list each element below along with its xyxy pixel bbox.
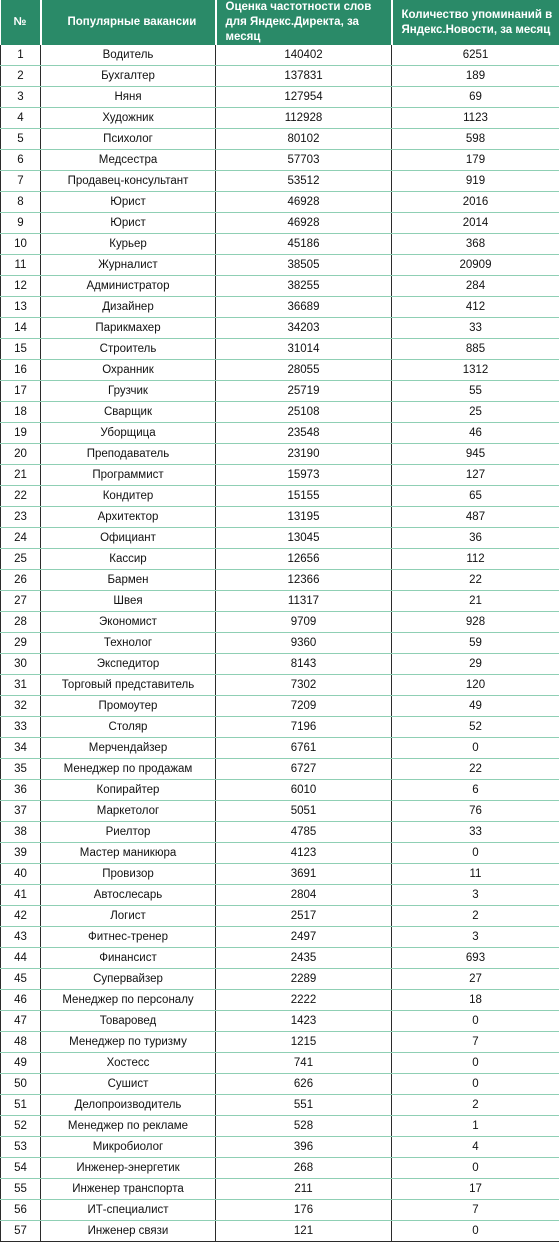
vacancy-name: Хостесс bbox=[41, 1053, 216, 1074]
vacancy-name: Администратор bbox=[41, 276, 216, 297]
row-number: 13 bbox=[1, 297, 41, 318]
table-row bbox=[1, 1158, 559, 1179]
row-number: 23 bbox=[1, 507, 41, 528]
direct-frequency: 6010 bbox=[216, 780, 392, 801]
row-number: 16 bbox=[1, 360, 41, 381]
table-row bbox=[1, 192, 559, 213]
table-row bbox=[1, 927, 559, 948]
direct-frequency: 137831 bbox=[216, 66, 392, 87]
vacancy-name: Юрист bbox=[41, 192, 216, 213]
vacancy-name: Архитектор bbox=[41, 507, 216, 528]
table-row bbox=[1, 822, 559, 843]
direct-frequency: 4123 bbox=[216, 843, 392, 864]
row-number: 47 bbox=[1, 1011, 41, 1032]
news-mentions: 2 bbox=[392, 1095, 559, 1116]
direct-frequency: 5051 bbox=[216, 801, 392, 822]
row-number: 54 bbox=[1, 1158, 41, 1179]
news-mentions: 2 bbox=[392, 906, 559, 927]
table-row bbox=[1, 990, 559, 1011]
table-header bbox=[1, 0, 559, 45]
vacancy-name: Курьер bbox=[41, 234, 216, 255]
direct-frequency: 36689 bbox=[216, 297, 392, 318]
direct-frequency: 121 bbox=[216, 1221, 392, 1242]
vacancy-name: Мерчендайзер bbox=[41, 738, 216, 759]
row-number: 11 bbox=[1, 255, 41, 276]
news-mentions: 65 bbox=[392, 486, 559, 507]
row-number: 31 bbox=[1, 675, 41, 696]
vacancy-name: Менеджер по рекламе bbox=[41, 1116, 216, 1137]
vacancy-name: Художник bbox=[41, 108, 216, 129]
row-number: 10 bbox=[1, 234, 41, 255]
direct-frequency: 2497 bbox=[216, 927, 392, 948]
vacancy-name: Официант bbox=[41, 528, 216, 549]
news-mentions: 885 bbox=[392, 339, 559, 360]
news-mentions: 55 bbox=[392, 381, 559, 402]
row-number: 3 bbox=[1, 87, 41, 108]
vacancy-name: Преподаватель bbox=[41, 444, 216, 465]
row-number: 17 bbox=[1, 381, 41, 402]
row-number: 44 bbox=[1, 948, 41, 969]
row-number: 39 bbox=[1, 843, 41, 864]
vacancy-name: Грузчик bbox=[41, 381, 216, 402]
direct-frequency: 7196 bbox=[216, 717, 392, 738]
news-mentions: 29 bbox=[392, 654, 559, 675]
news-mentions: 46 bbox=[392, 423, 559, 444]
news-mentions: 487 bbox=[392, 507, 559, 528]
row-number: 43 bbox=[1, 927, 41, 948]
vacancy-name: Риелтор bbox=[41, 822, 216, 843]
table-row bbox=[1, 696, 559, 717]
news-mentions: 1123 bbox=[392, 108, 559, 129]
table-row bbox=[1, 360, 559, 381]
news-mentions: 11 bbox=[392, 864, 559, 885]
news-mentions: 20909 bbox=[392, 255, 559, 276]
news-mentions: 4 bbox=[392, 1137, 559, 1158]
direct-frequency: 45186 bbox=[216, 234, 392, 255]
vacancy-name: Менеджер по туризму bbox=[41, 1032, 216, 1053]
table-row bbox=[1, 87, 559, 108]
news-mentions: 0 bbox=[392, 1053, 559, 1074]
table-row bbox=[1, 381, 559, 402]
direct-frequency: 8143 bbox=[216, 654, 392, 675]
row-number: 5 bbox=[1, 129, 41, 150]
direct-frequency: 34203 bbox=[216, 318, 392, 339]
table-row bbox=[1, 864, 559, 885]
direct-frequency: 112928 bbox=[216, 108, 392, 129]
news-mentions: 21 bbox=[392, 591, 559, 612]
table-row bbox=[1, 906, 559, 927]
table-row bbox=[1, 570, 559, 591]
table-row bbox=[1, 969, 559, 990]
vacancy-name: Копирайтер bbox=[41, 780, 216, 801]
table-row bbox=[1, 549, 559, 570]
vacancy-name: Мастер маникюра bbox=[41, 843, 216, 864]
direct-frequency: 13045 bbox=[216, 528, 392, 549]
table-row bbox=[1, 1032, 559, 1053]
news-mentions: 693 bbox=[392, 948, 559, 969]
news-mentions: 1 bbox=[392, 1116, 559, 1137]
row-number: 57 bbox=[1, 1221, 41, 1242]
news-mentions: 179 bbox=[392, 150, 559, 171]
news-mentions: 284 bbox=[392, 276, 559, 297]
news-mentions: 0 bbox=[392, 1011, 559, 1032]
header-row bbox=[1, 0, 559, 45]
news-mentions: 69 bbox=[392, 87, 559, 108]
table-row bbox=[1, 801, 559, 822]
vacancy-name: Инженер связи bbox=[41, 1221, 216, 1242]
direct-frequency: 38255 bbox=[216, 276, 392, 297]
news-mentions: 3 bbox=[392, 927, 559, 948]
direct-frequency: 626 bbox=[216, 1074, 392, 1095]
direct-frequency: 268 bbox=[216, 1158, 392, 1179]
table-row bbox=[1, 108, 559, 129]
news-mentions: 6 bbox=[392, 780, 559, 801]
row-number: 8 bbox=[1, 192, 41, 213]
row-number: 15 bbox=[1, 339, 41, 360]
news-mentions: 2016 bbox=[392, 192, 559, 213]
direct-frequency: 741 bbox=[216, 1053, 392, 1074]
vacancy-name: Психолог bbox=[41, 129, 216, 150]
table-row bbox=[1, 486, 559, 507]
row-number: 51 bbox=[1, 1095, 41, 1116]
direct-frequency: 28055 bbox=[216, 360, 392, 381]
vacancy-name: Фитнес-тренер bbox=[41, 927, 216, 948]
news-mentions: 928 bbox=[392, 612, 559, 633]
direct-frequency: 176 bbox=[216, 1200, 392, 1221]
table-row bbox=[1, 213, 559, 234]
news-mentions: 0 bbox=[392, 1221, 559, 1242]
news-mentions: 945 bbox=[392, 444, 559, 465]
direct-frequency: 9709 bbox=[216, 612, 392, 633]
row-number: 50 bbox=[1, 1074, 41, 1095]
row-number: 30 bbox=[1, 654, 41, 675]
direct-frequency: 3691 bbox=[216, 864, 392, 885]
row-number: 25 bbox=[1, 549, 41, 570]
direct-frequency: 6727 bbox=[216, 759, 392, 780]
vacancy-name: Автослесарь bbox=[41, 885, 216, 906]
direct-frequency: 13195 bbox=[216, 507, 392, 528]
vacancy-name: Маркетолог bbox=[41, 801, 216, 822]
row-number: 53 bbox=[1, 1137, 41, 1158]
direct-frequency: 23548 bbox=[216, 423, 392, 444]
table-row bbox=[1, 759, 559, 780]
row-number: 21 bbox=[1, 465, 41, 486]
vacancy-name: Дизайнер bbox=[41, 297, 216, 318]
news-mentions: 0 bbox=[392, 1158, 559, 1179]
vacancy-name: Микробиолог bbox=[41, 1137, 216, 1158]
news-mentions: 22 bbox=[392, 570, 559, 591]
row-number: 46 bbox=[1, 990, 41, 1011]
vacancy-name: Журналист bbox=[41, 255, 216, 276]
news-mentions: 7 bbox=[392, 1200, 559, 1221]
header-number: № bbox=[1, 0, 41, 45]
direct-frequency: 140402 bbox=[216, 45, 392, 66]
table-row bbox=[1, 1200, 559, 1221]
vacancy-name: Инженер-энергетик bbox=[41, 1158, 216, 1179]
direct-frequency: 2222 bbox=[216, 990, 392, 1011]
table-row bbox=[1, 780, 559, 801]
row-number: 29 bbox=[1, 633, 41, 654]
table-row bbox=[1, 1221, 559, 1242]
vacancy-name: Технолог bbox=[41, 633, 216, 654]
direct-frequency: 80102 bbox=[216, 129, 392, 150]
vacancy-name: Товаровед bbox=[41, 1011, 216, 1032]
table-row bbox=[1, 528, 559, 549]
row-number: 9 bbox=[1, 213, 41, 234]
row-number: 20 bbox=[1, 444, 41, 465]
vacancy-name: Охранник bbox=[41, 360, 216, 381]
news-mentions: 919 bbox=[392, 171, 559, 192]
direct-frequency: 1215 bbox=[216, 1032, 392, 1053]
news-mentions: 127 bbox=[392, 465, 559, 486]
direct-frequency: 1423 bbox=[216, 1011, 392, 1032]
vacancy-name: Сварщик bbox=[41, 402, 216, 423]
row-number: 48 bbox=[1, 1032, 41, 1053]
row-number: 28 bbox=[1, 612, 41, 633]
direct-frequency: 127954 bbox=[216, 87, 392, 108]
news-mentions: 27 bbox=[392, 969, 559, 990]
direct-frequency: 4785 bbox=[216, 822, 392, 843]
direct-frequency: 12656 bbox=[216, 549, 392, 570]
news-mentions: 7 bbox=[392, 1032, 559, 1053]
table-row bbox=[1, 45, 559, 66]
table-row bbox=[1, 318, 559, 339]
table-row bbox=[1, 1116, 559, 1137]
table-row bbox=[1, 948, 559, 969]
vacancy-name: Швея bbox=[41, 591, 216, 612]
row-number: 6 bbox=[1, 150, 41, 171]
direct-frequency: 38505 bbox=[216, 255, 392, 276]
table-row bbox=[1, 297, 559, 318]
vacancy-name: Кондитер bbox=[41, 486, 216, 507]
news-mentions: 120 bbox=[392, 675, 559, 696]
direct-frequency: 12366 bbox=[216, 570, 392, 591]
news-mentions: 0 bbox=[392, 1074, 559, 1095]
direct-frequency: 46928 bbox=[216, 192, 392, 213]
table-row bbox=[1, 402, 559, 423]
table-row bbox=[1, 1011, 559, 1032]
row-number: 55 bbox=[1, 1179, 41, 1200]
row-number: 32 bbox=[1, 696, 41, 717]
direct-frequency: 46928 bbox=[216, 213, 392, 234]
row-number: 22 bbox=[1, 486, 41, 507]
table-row bbox=[1, 66, 559, 87]
vacancy-name: Промоутер bbox=[41, 696, 216, 717]
news-mentions: 1312 bbox=[392, 360, 559, 381]
row-number: 40 bbox=[1, 864, 41, 885]
table-row bbox=[1, 276, 559, 297]
row-number: 49 bbox=[1, 1053, 41, 1074]
table-row bbox=[1, 507, 559, 528]
row-number: 36 bbox=[1, 780, 41, 801]
row-number: 45 bbox=[1, 969, 41, 990]
direct-frequency: 11317 bbox=[216, 591, 392, 612]
news-mentions: 112 bbox=[392, 549, 559, 570]
direct-frequency: 15155 bbox=[216, 486, 392, 507]
row-number: 27 bbox=[1, 591, 41, 612]
news-mentions: 25 bbox=[392, 402, 559, 423]
vacancy-name: ИТ-специалист bbox=[41, 1200, 216, 1221]
vacancy-name: Менеджер по продажам bbox=[41, 759, 216, 780]
vacancy-name: Программист bbox=[41, 465, 216, 486]
table-row bbox=[1, 423, 559, 444]
row-number: 52 bbox=[1, 1116, 41, 1137]
news-mentions: 52 bbox=[392, 717, 559, 738]
direct-frequency: 2804 bbox=[216, 885, 392, 906]
news-mentions: 22 bbox=[392, 759, 559, 780]
vacancy-name: Продавец-консультант bbox=[41, 171, 216, 192]
vacancy-name: Столяр bbox=[41, 717, 216, 738]
row-number: 33 bbox=[1, 717, 41, 738]
row-number: 24 bbox=[1, 528, 41, 549]
table-row bbox=[1, 591, 559, 612]
news-mentions: 6251 bbox=[392, 45, 559, 66]
vacancy-name: Менеджер по персоналу bbox=[41, 990, 216, 1011]
row-number: 14 bbox=[1, 318, 41, 339]
table-row bbox=[1, 675, 559, 696]
vacancy-name: Торговый представитель bbox=[41, 675, 216, 696]
row-number: 56 bbox=[1, 1200, 41, 1221]
vacancy-name: Парикмахер bbox=[41, 318, 216, 339]
vacancy-name: Инженер транспорта bbox=[41, 1179, 216, 1200]
vacancy-name: Логист bbox=[41, 906, 216, 927]
direct-frequency: 25719 bbox=[216, 381, 392, 402]
table-row bbox=[1, 465, 559, 486]
table-row bbox=[1, 1074, 559, 1095]
row-number: 35 bbox=[1, 759, 41, 780]
row-number: 1 bbox=[1, 45, 41, 66]
news-mentions: 33 bbox=[392, 318, 559, 339]
direct-frequency: 6761 bbox=[216, 738, 392, 759]
news-mentions: 598 bbox=[392, 129, 559, 150]
table-row bbox=[1, 1179, 559, 1200]
table-body bbox=[1, 45, 559, 1242]
news-mentions: 0 bbox=[392, 843, 559, 864]
news-mentions: 17 bbox=[392, 1179, 559, 1200]
news-mentions: 368 bbox=[392, 234, 559, 255]
vacancy-name: Кассир bbox=[41, 549, 216, 570]
direct-frequency: 57703 bbox=[216, 150, 392, 171]
direct-frequency: 31014 bbox=[216, 339, 392, 360]
direct-frequency: 7302 bbox=[216, 675, 392, 696]
news-mentions: 59 bbox=[392, 633, 559, 654]
vacancy-name: Медсестра bbox=[41, 150, 216, 171]
row-number: 38 bbox=[1, 822, 41, 843]
vacancy-name: Уборщица bbox=[41, 423, 216, 444]
direct-frequency: 2435 bbox=[216, 948, 392, 969]
row-number: 12 bbox=[1, 276, 41, 297]
vacancy-name: Экспедитор bbox=[41, 654, 216, 675]
table-row bbox=[1, 738, 559, 759]
header-direct-frequency: Оценка частотности слов для Яндекс.Директа, за месяц bbox=[216, 0, 392, 45]
vacancy-name: Бармен bbox=[41, 570, 216, 591]
vacancy-name: Финансист bbox=[41, 948, 216, 969]
direct-frequency: 15973 bbox=[216, 465, 392, 486]
vacancy-name: Юрист bbox=[41, 213, 216, 234]
row-number: 2 bbox=[1, 66, 41, 87]
table-row bbox=[1, 339, 559, 360]
vacancy-name: Делопроизводитель bbox=[41, 1095, 216, 1116]
direct-frequency: 2517 bbox=[216, 906, 392, 927]
direct-frequency: 53512 bbox=[216, 171, 392, 192]
news-mentions: 36 bbox=[392, 528, 559, 549]
row-number: 4 bbox=[1, 108, 41, 129]
vacancy-name: Экономист bbox=[41, 612, 216, 633]
table-row bbox=[1, 717, 559, 738]
table-row bbox=[1, 885, 559, 906]
table-row bbox=[1, 444, 559, 465]
vacancy-name: Няня bbox=[41, 87, 216, 108]
table-row bbox=[1, 1053, 559, 1074]
table-row bbox=[1, 129, 559, 150]
vacancy-name: Водитель bbox=[41, 45, 216, 66]
news-mentions: 189 bbox=[392, 66, 559, 87]
direct-frequency: 2289 bbox=[216, 969, 392, 990]
row-number: 7 bbox=[1, 171, 41, 192]
news-mentions: 76 bbox=[392, 801, 559, 822]
news-mentions: 33 bbox=[392, 822, 559, 843]
row-number: 34 bbox=[1, 738, 41, 759]
table-row bbox=[1, 633, 559, 654]
table-row bbox=[1, 234, 559, 255]
news-mentions: 18 bbox=[392, 990, 559, 1011]
row-number: 18 bbox=[1, 402, 41, 423]
direct-frequency: 551 bbox=[216, 1095, 392, 1116]
vacancy-name: Провизор bbox=[41, 864, 216, 885]
vacancy-name: Строитель bbox=[41, 339, 216, 360]
table-row bbox=[1, 1137, 559, 1158]
table-row bbox=[1, 612, 559, 633]
table-row bbox=[1, 1095, 559, 1116]
direct-frequency: 23190 bbox=[216, 444, 392, 465]
table-row bbox=[1, 843, 559, 864]
direct-frequency: 396 bbox=[216, 1137, 392, 1158]
news-mentions: 2014 bbox=[392, 213, 559, 234]
table-row bbox=[1, 171, 559, 192]
row-number: 41 bbox=[1, 885, 41, 906]
table-row bbox=[1, 255, 559, 276]
vacancy-name: Бухгалтер bbox=[41, 66, 216, 87]
row-number: 26 bbox=[1, 570, 41, 591]
header-vacancy: Популярные вакансии bbox=[41, 0, 216, 45]
direct-frequency: 211 bbox=[216, 1179, 392, 1200]
vacancy-name: Сушист bbox=[41, 1074, 216, 1095]
table-row bbox=[1, 150, 559, 171]
header-news-mentions: Количество упоминаний в Яндекс.Новости, за месяц bbox=[392, 0, 559, 45]
row-number: 37 bbox=[1, 801, 41, 822]
news-mentions: 49 bbox=[392, 696, 559, 717]
direct-frequency: 25108 bbox=[216, 402, 392, 423]
table-row bbox=[1, 654, 559, 675]
direct-frequency: 9360 bbox=[216, 633, 392, 654]
news-mentions: 412 bbox=[392, 297, 559, 318]
row-number: 19 bbox=[1, 423, 41, 444]
row-number: 42 bbox=[1, 906, 41, 927]
direct-frequency: 528 bbox=[216, 1116, 392, 1137]
news-mentions: 0 bbox=[392, 738, 559, 759]
vacancy-name: Супервайзер bbox=[41, 969, 216, 990]
news-mentions: 3 bbox=[392, 885, 559, 906]
direct-frequency: 7209 bbox=[216, 696, 392, 717]
